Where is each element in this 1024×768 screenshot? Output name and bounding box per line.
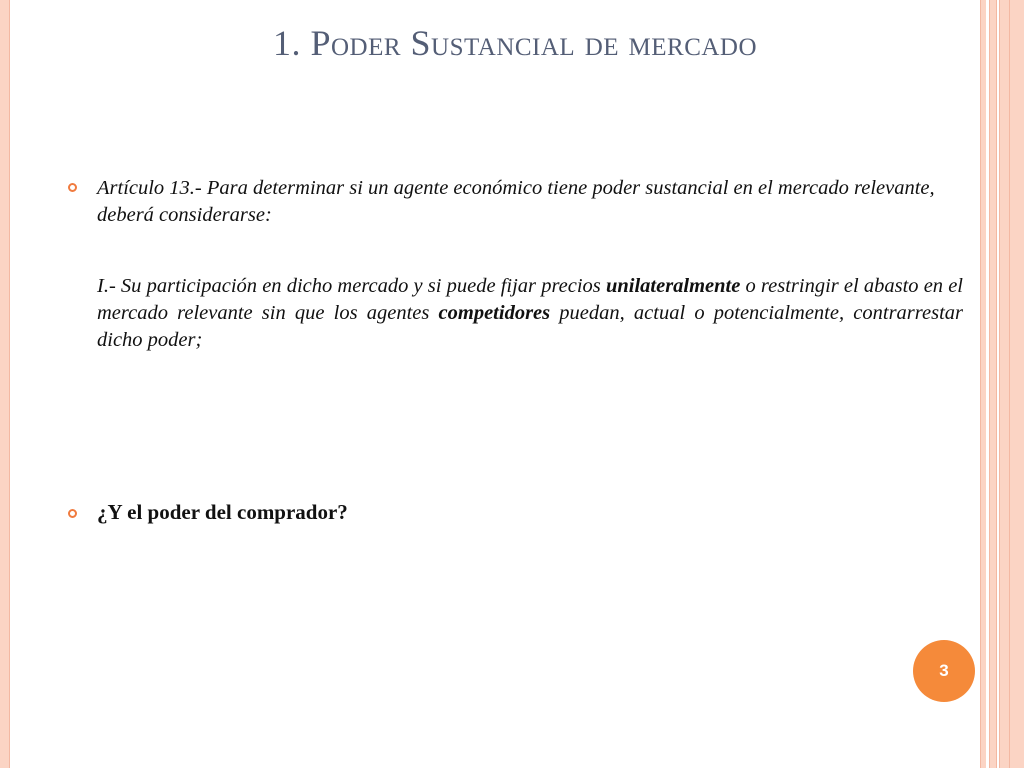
right-frame-line: [1009, 0, 1010, 768]
item-one-part: puedan, actual o potencialmente, contrarrestar dicho poder;: [97, 302, 963, 351]
right-frame-stripe: [999, 0, 1024, 768]
right-frame-stripe: [980, 0, 986, 768]
emphasis-competidores: competidores: [438, 302, 551, 324]
page-number-badge: 3: [913, 640, 975, 702]
bullet-icon: [68, 509, 77, 518]
bullet-icon: [68, 183, 77, 192]
question-text: ¿Y el poder del comprador?: [97, 500, 348, 524]
slide-title: 1. Poder Sustancial de mercado: [272, 23, 758, 63]
article-text: Artículo 13.- Para determinar si un agente económico tiene poder sustancial en el mercado relevante, deberá considerarse:: [97, 177, 935, 226]
item-one-text: [97, 273, 963, 354]
item-one-part: I.- Su participación en dicho mercado y si puede fijar precios: [97, 275, 606, 297]
item-one-part: o restringir el abasto en el mercado relevante sin que los agentes: [97, 275, 963, 324]
right-frame-stripe: [989, 0, 997, 768]
emphasis-unilateralmente: unilateralmente: [605, 275, 741, 297]
left-frame-stripe: [0, 0, 10, 768]
